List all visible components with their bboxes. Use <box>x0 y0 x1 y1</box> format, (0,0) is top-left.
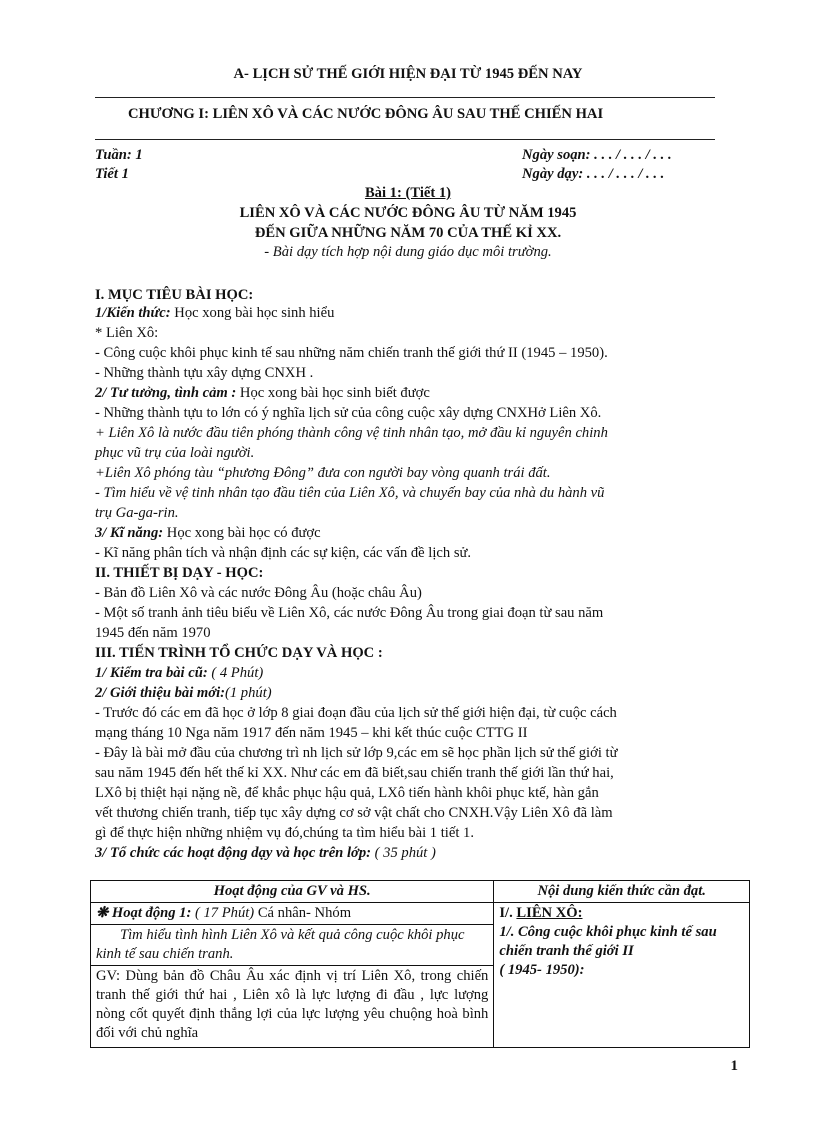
intro-p2-line1: - Đây là bài mở đầu của chương trì nh lịch sử lớp 9,các em sẽ học phần lịch sử thế giới từ <box>95 745 618 761</box>
attitude-item-1: - Những thành tựu to lớn có ý nghĩa lịch sử của công cuộc xây dựng CNXHở Liên Xô. <box>95 405 602 421</box>
gv-paragraph <box>91 966 493 1047</box>
attitude-item-3: +Liên Xô phóng tàu “phương Đông” đưa con người bay vòng quanh trái đất. <box>95 465 551 481</box>
skill-line <box>95 525 321 541</box>
activity-1-label: ❋ Hoạt động 1: <box>96 904 192 921</box>
col2-header: Nội dung kiến thức cần đạt. <box>494 881 750 903</box>
header-divider-bottom <box>95 139 715 140</box>
attitude-item-2-line2: phục vũ trụ của loài người. <box>95 445 255 461</box>
intro-p1-line1: - Trước đó các em đã học ở lớp 8 giai đoạn đầu của lịch sử thế giới hiện đại, từ cuộc cách <box>95 705 617 721</box>
skill-text: Học xong bài học có được <box>163 525 321 541</box>
attitude-item-2-line1: + Liên Xô là nước đầu tiên phóng thành công vệ tinh nhân tạo, mở đầu kỉ nguyên chinh <box>95 425 608 441</box>
activity-1-form: Cá nhân- Nhóm <box>254 904 352 921</box>
lesson-title-line1: LIÊN XÔ VÀ CÁC NƯỚC ĐÔNG ÂU TỪ NĂM 1945 <box>239 205 577 221</box>
skill-item-1: - Kĩ năng phân tích và nhận định các sự kiện, các vấn đề lịch sử. <box>95 545 472 561</box>
equipment-item-2-line2: 1945 đến năm 1970 <box>95 625 211 641</box>
part-title: A- LỊCH SỬ THẾ GIỚI HIỆN ĐẠI TỪ 1945 ĐẾN NAY <box>233 66 583 82</box>
chapter-title: CHƯƠNG I: LIÊN XÔ VÀ CÁC NƯỚC ĐÔNG ÂU SAU THẾ CHIẾN HAI <box>128 106 604 122</box>
section-i-title: LIÊN XÔ: <box>516 904 583 921</box>
lienxo-label: * Liên Xô: <box>95 325 159 341</box>
gv-text: Dùng bản đồ Châu Âu xác định vị trí Liên Xô, trong chiến tranh thế giới thứ hai , Liên xô là lực lượng đi đầu , lực lượng nòng cốt quyết định thắng lợi của lực lượng yêu chuộng hoà bình đối với chủ nghĩa <box>96 967 489 1041</box>
gv-label: GV: <box>96 967 121 984</box>
prep-date: Ngày soạn: . . . / . . . / . . . <box>522 147 672 163</box>
knowledge-text: Học xong bài học sinh hiểu <box>170 305 335 321</box>
check-line <box>95 665 263 681</box>
period-label: Tiết 1 <box>95 166 129 182</box>
header-divider-top <box>95 97 715 98</box>
page-number: 1 <box>730 1058 738 1074</box>
lesson-number: Bài 1: (Tiết 1) <box>364 185 452 201</box>
intro-time: (1 phút) <box>225 685 272 701</box>
activity-1-line <box>91 903 493 925</box>
section2-heading: II. THIẾT BỊ DẠY - HỌC: <box>95 565 264 581</box>
content-item-1-years: ( 1945- 1950): <box>499 961 585 978</box>
section3-heading: III. TIẾN TRÌNH TỔ CHỨC DẠY VÀ HỌC : <box>95 645 383 661</box>
table-header-row <box>91 881 750 903</box>
intro-label: 2/ Giới thiệu bài mới: <box>95 685 225 701</box>
intro-line <box>95 685 272 701</box>
col1-header: Hoạt động của GV và HS. <box>91 881 494 903</box>
section-i-number: I/. <box>499 904 513 921</box>
attitude-label: 2/ Tư tưởng, tình cảm : <box>95 385 237 401</box>
activity-table <box>90 880 750 1048</box>
attitude-line <box>95 385 430 401</box>
teach-date: Ngày dạy: . . . / . . . / . . . <box>522 166 665 182</box>
knowledge-item-2: - Những thành tựu xây dựng CNXH . <box>95 365 314 381</box>
intro-p2-line5: gì để thực hiện những nhiệm vụ đó,chúng ta tìm hiểu bài 1 tiết 1. <box>95 825 474 841</box>
knowledge-item-1: - Công cuộc khôi phục kinh tế sau những năm chiến tranh thế giới thứ II (1945 – 1950). <box>95 345 608 361</box>
equipment-item-1: - Bản đồ Liên Xô và các nước Đông Âu (hoặc châu Âu) <box>95 585 422 601</box>
intro-p1-line2: mạng tháng 10 Nga năm 1917 đến năm 1945 – khi kết thúc cuộc CTTG II <box>95 725 528 741</box>
table-row <box>91 902 750 1047</box>
org-time: ( 35 phút ) <box>371 845 436 861</box>
content-item-1: 1/. Công cuộc khôi phục kinh tế sau chiến tranh thế giới II <box>499 923 717 959</box>
attitude-item-4-line1: - Tìm hiểu về vệ tinh nhân tạo đầu tiên của Liên Xô, và chuyến bay của nhà du hành vũ <box>95 485 605 501</box>
content-section-i <box>499 904 744 923</box>
intro-p2-line3: LXô bị thiệt hại nặng nề, để khắc phục hậu quả, LXô tiến hành khôi phục ktế, hàn gắn <box>95 785 599 801</box>
activity-1-time: ( 17 Phút) <box>191 904 255 921</box>
week-label: Tuần: 1 <box>95 147 143 163</box>
check-time: ( 4 Phút) <box>207 665 264 681</box>
org-label: 3/ Tổ chức các hoạt động dạy và học trên lớp: <box>95 845 371 861</box>
lesson-note: - Bài dạy tích hợp nội dung giáo dục môi trường. <box>264 244 552 260</box>
equipment-item-2-line1: - Một số tranh ảnh tiêu biểu về Liên Xô, các nước Đông Âu trong giai đoạn từ sau năm <box>95 605 604 621</box>
lesson-title-line2: ĐẾN GIỮA NHỮNG NĂM 70 CỦA THẾ KỈ XX. <box>254 225 562 241</box>
skill-label: 3/ Kĩ năng: <box>95 525 164 541</box>
intro-p2-line2: sau năm 1945 đến hết thế kỉ XX. Như các em đã biết,sau chiến tranh thế giới lần thứ hai, <box>95 765 614 781</box>
knowledge-label: 1/Kiến thức: <box>95 305 171 321</box>
org-line <box>95 845 436 861</box>
section1-heading: I. MỤC TIÊU BÀI HỌC: <box>95 287 254 303</box>
check-label: 1/ Kiểm tra bài cũ: <box>95 665 208 681</box>
knowledge-line <box>95 305 334 321</box>
attitude-text: Học xong bài học sinh biết được <box>236 385 430 401</box>
attitude-item-4-line2: trụ Ga-ga-rin. <box>95 505 179 521</box>
activity-1-goal: Tìm hiểu tình hình Liên Xô và kết quả công cuộc khôi phục kinh tế sau chiến tranh. <box>91 925 493 966</box>
content-cell <box>494 902 750 1047</box>
intro-p2-line4: vết thương chiến tranh, tiếp tục xây dựng cơ sở vật chất cho CNXH.Vậy Liên Xô đã làm <box>95 805 613 821</box>
activity-cell <box>91 902 494 1047</box>
